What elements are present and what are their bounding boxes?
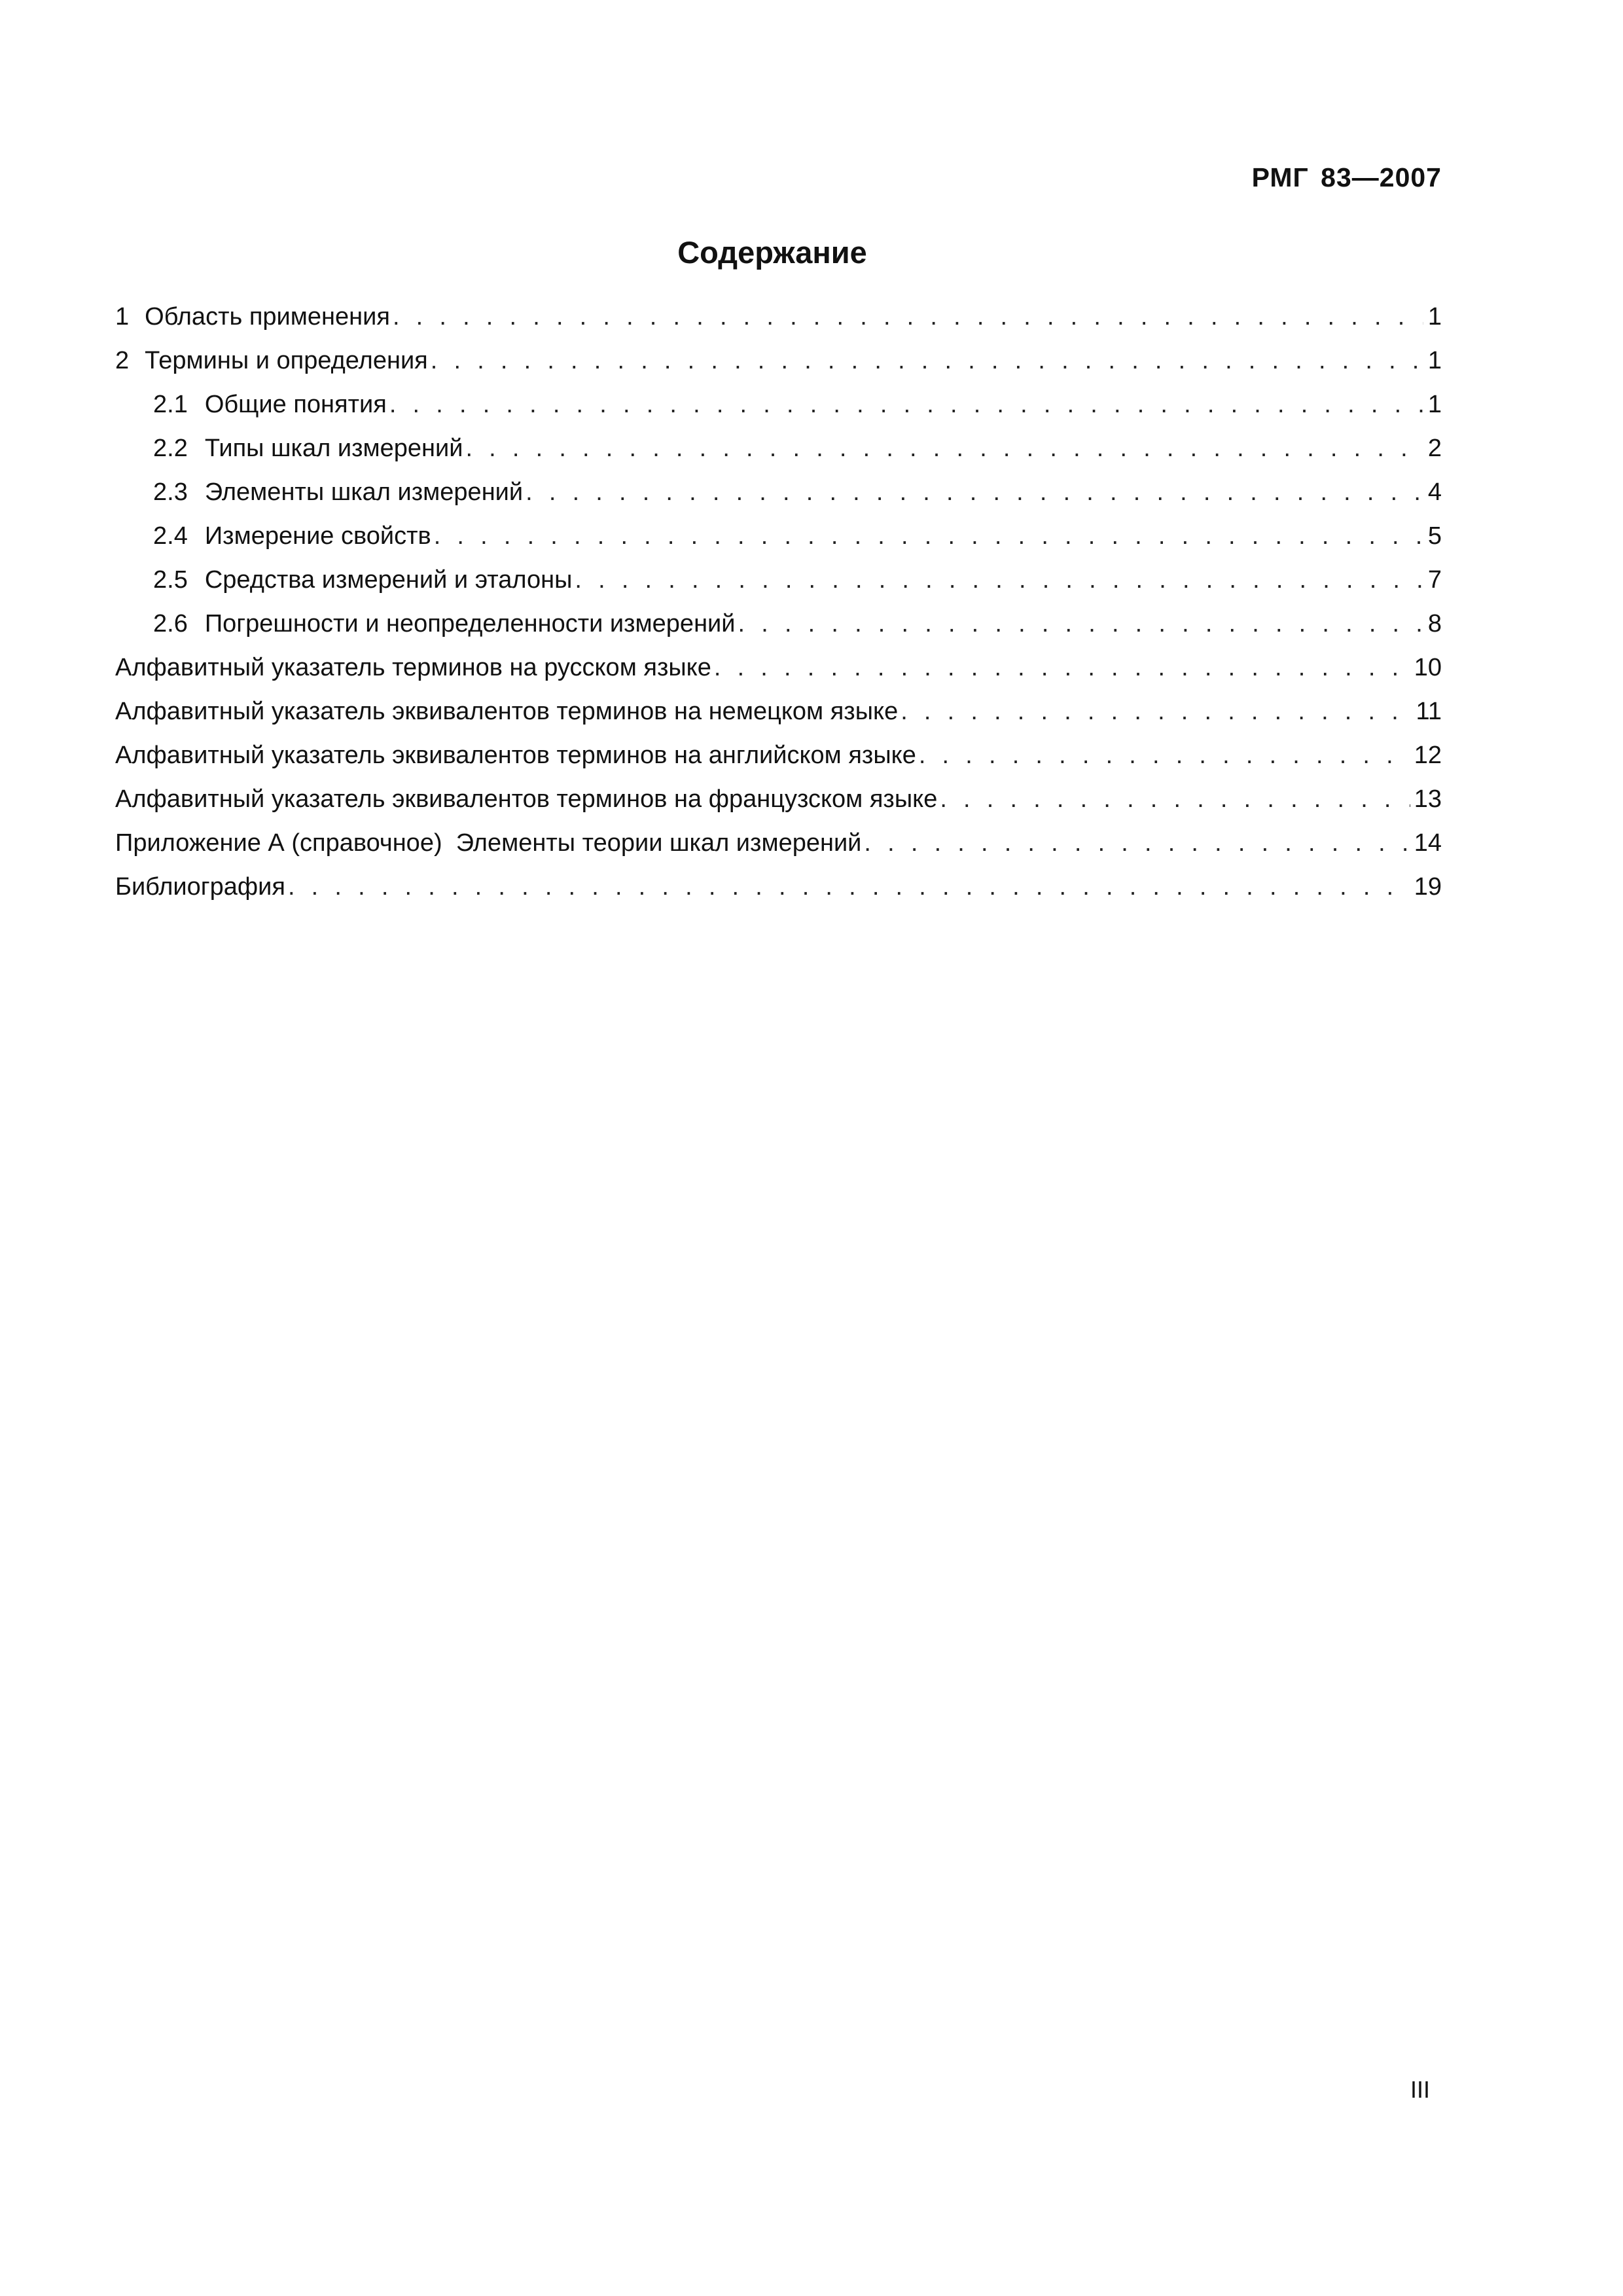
toc-entry-title: Измерение свойств <box>204 522 431 550</box>
toc-entry[interactable] <box>115 478 1442 522</box>
toc-entry-page: 14 <box>1414 829 1442 857</box>
toc-entry-page: 7 <box>1427 566 1442 594</box>
table-of-contents <box>115 302 1442 916</box>
toc-entry-title: Область применения <box>145 303 390 331</box>
toc-entry-title: Типы шкал измерений <box>204 435 463 462</box>
toc-entry-number: 2 <box>115 347 130 374</box>
toc-entry-number: 1 <box>115 303 130 331</box>
toc-entry-title: Средства измерений и эталоны <box>204 566 573 594</box>
toc-dot-leader <box>393 302 1423 331</box>
toc-entry-number: 2.1 <box>153 391 188 418</box>
toc-entry-title: Погрешности и неопределенности измерений <box>204 610 736 637</box>
toc-dot-leader <box>434 522 1423 550</box>
toc-entry-title: Алфавитный указатель эквивалентов терминов на французском языке <box>115 785 938 813</box>
toc-dot-leader <box>714 653 1410 682</box>
toc-entry-number: 2.2 <box>153 435 188 462</box>
toc-entry-page: 1 <box>1427 391 1442 418</box>
toc-entry-page: 19 <box>1414 873 1442 901</box>
toc-dot-leader <box>288 872 1410 901</box>
toc-entry-title: Алфавитный указатель эквивалентов терминов на английском языке <box>115 742 916 769</box>
toc-dot-leader <box>901 697 1412 726</box>
toc-entry-page: 5 <box>1427 522 1442 550</box>
toc-entry-title: Библиография <box>115 873 285 901</box>
toc-dot-leader <box>738 609 1423 638</box>
toc-entry-number: 2.3 <box>153 478 188 506</box>
toc-dot-leader <box>575 565 1423 594</box>
toc-entry[interactable] <box>115 609 1442 653</box>
toc-entry[interactable] <box>115 741 1442 785</box>
toc-entry[interactable] <box>115 829 1442 872</box>
toc-dot-leader <box>864 829 1410 857</box>
toc-entry-title: Элементы шкал измерений <box>204 478 524 506</box>
document-code: РМГ 83—2007 <box>1251 162 1442 192</box>
toc-entry-title: Общие понятия <box>204 391 387 418</box>
toc-entry-page: 10 <box>1414 654 1442 681</box>
toc-entry[interactable] <box>115 302 1442 346</box>
toc-entry-title: Приложение А (справочное) Элементы теории шкал измерений <box>115 829 862 857</box>
toc-entry[interactable] <box>115 522 1442 565</box>
toc-entry-title: Алфавитный указатель терминов на русском языке <box>115 654 711 681</box>
toc-entry-number: 2.6 <box>153 610 188 637</box>
page-number: III <box>1410 2076 1430 2103</box>
toc-entry-page: 2 <box>1427 435 1442 462</box>
toc-entry-number: 2.4 <box>153 522 188 550</box>
toc-dot-leader <box>919 741 1410 770</box>
toc-entry[interactable] <box>115 346 1442 390</box>
toc-entry-title: Алфавитный указатель эквивалентов терминов на немецком языке <box>115 698 899 725</box>
toc-entry-page: 8 <box>1427 610 1442 637</box>
toc-dot-leader <box>431 346 1423 375</box>
toc-entry[interactable] <box>115 565 1442 609</box>
toc-dot-leader <box>465 434 1423 463</box>
toc-title: Содержание <box>677 235 867 270</box>
toc-entry[interactable] <box>115 785 1442 829</box>
toc-entry[interactable] <box>115 653 1442 697</box>
toc-dot-leader <box>389 390 1423 419</box>
toc-entry[interactable] <box>115 434 1442 478</box>
toc-entry-page: 1 <box>1427 347 1442 374</box>
toc-entry-page: 1 <box>1427 303 1442 331</box>
toc-entry[interactable] <box>115 390 1442 434</box>
toc-entry-title: Термины и определения <box>145 347 428 374</box>
toc-dot-leader <box>940 785 1410 814</box>
toc-entry-number: 2.5 <box>153 566 188 594</box>
toc-entry-page: 12 <box>1414 742 1442 769</box>
toc-entry-page: 4 <box>1427 478 1442 506</box>
toc-entry[interactable] <box>115 697 1442 741</box>
toc-entry[interactable] <box>115 872 1442 916</box>
toc-entry-page: 13 <box>1414 785 1442 813</box>
toc-dot-leader <box>526 478 1423 507</box>
toc-entry-page: 11 <box>1416 698 1442 725</box>
